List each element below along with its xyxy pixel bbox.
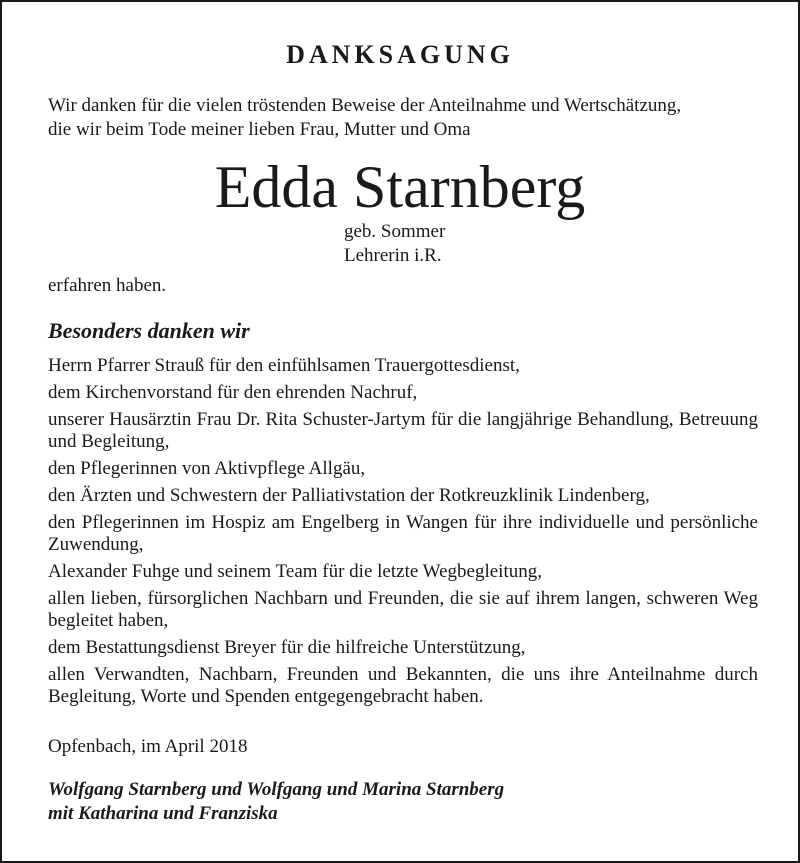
thanks-item: allen lieben, fürsorglichen Nachbarn und Freunden, die sie auf ihrem langen, schweren Weg begleitet haben,	[48, 588, 758, 631]
maiden-name: geb. Sommer	[344, 221, 446, 242]
thanks-item: unserer Hausärztin Frau Dr. Rita Schuster-Jartym für die langjährige Behandlung, Betreuung und Begleitung,	[48, 409, 758, 452]
after-text: erfahren haben.	[48, 275, 167, 296]
deceased-details	[344, 220, 445, 268]
place-date: Opfenbach, im April 2018	[48, 736, 248, 757]
signature-line-1: Wolfgang Starnberg und Wolfgang und Marina Starnberg	[48, 779, 505, 800]
notice-heading: DANKSAGUNG	[286, 40, 514, 69]
signature	[48, 778, 504, 826]
intro-line-1: Wir danken für die vielen tröstenden Beweise der Anteilnahme und Wertschätzung,	[48, 95, 682, 116]
thanks-heading: Besonders danken wir	[48, 318, 250, 343]
intro-line-2: die wir beim Tode meiner lieben Frau, Mutter und Oma	[48, 119, 471, 140]
thanks-item: Herrn Pfarrer Strauß für den einfühlsamen Trauergottesdienst,	[48, 355, 520, 376]
deceased-name: Edda Starnberg	[214, 154, 586, 220]
profession: Lehrerin i.R.	[344, 245, 442, 266]
thanks-item: dem Kirchenvorstand für den ehrenden Nachruf,	[48, 382, 418, 403]
thanks-item: allen Verwandten, Nachbarn, Freunden und Bekannten, die uns ihre Anteilnahme durch Begleitung, Worte und Spenden entgegengebracht haben.	[48, 664, 758, 707]
thanks-item: Alexander Fuhge und seinem Team für die letzte Wegbegleitung,	[48, 561, 542, 582]
thanks-item: den Ärzten und Schwestern der Palliativstation der Rotkreuzklinik Lindenberg,	[48, 485, 650, 506]
thanks-item: den Pflegerinnen von Aktivpflege Allgäu,	[48, 458, 366, 479]
intro-text	[48, 94, 762, 142]
signature-line-2: mit Katharina und Franziska	[48, 803, 278, 824]
thanks-item: den Pflegerinnen im Hospiz am Engelberg in Wangen für ihre individuelle und persönliche Zuwendung,	[48, 512, 758, 555]
thanks-list	[48, 355, 758, 713]
thanks-item: dem Bestattungsdienst Breyer für die hilfreiche Unterstützung,	[48, 637, 526, 658]
